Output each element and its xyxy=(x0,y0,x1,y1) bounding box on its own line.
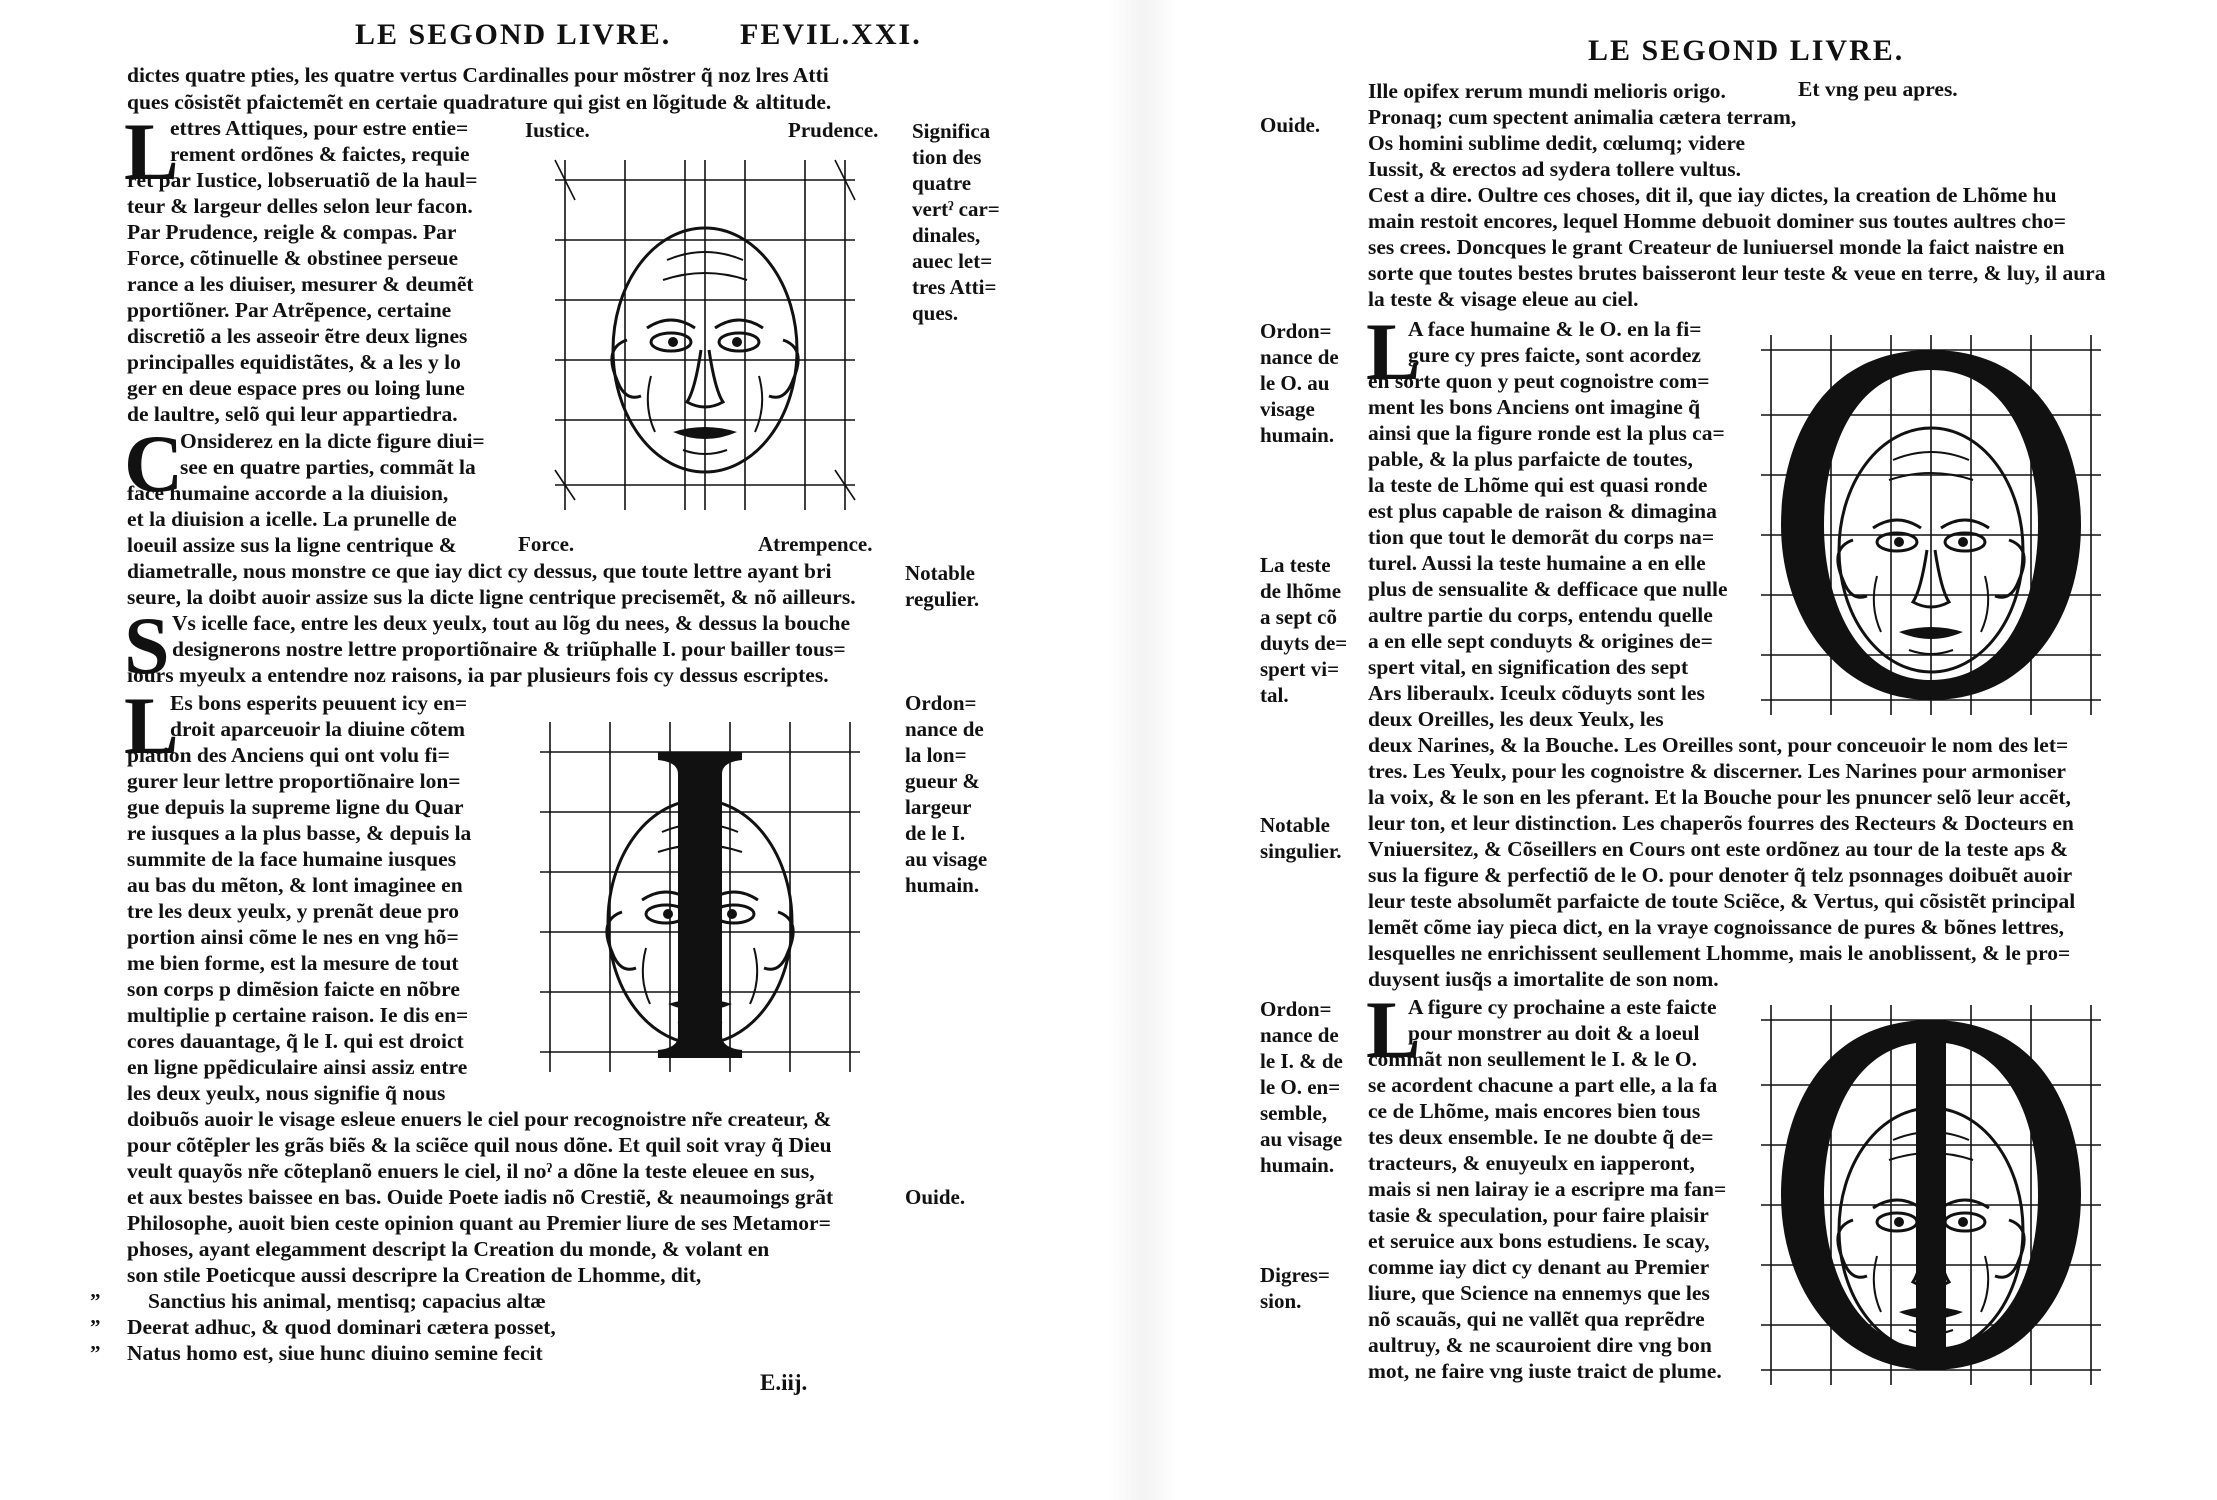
text-line: designerons nostre lettre proportiõnaire & triũphalle I. pour bailler tous= xyxy=(172,637,846,661)
text-line: pour monstrer au doit & a loeul xyxy=(1408,1021,1700,1045)
text-line: pable, & la plus parfaicte de toutes, xyxy=(1368,447,1693,471)
text-line: pour cõtẽpler les grãs biẽs & la sciẽce quil nous dõne. Et quil soit vray q̃ Dieu xyxy=(127,1133,832,1157)
figure-label: Atrempence. xyxy=(758,532,873,556)
text-line: gurer leur lettre proportiõnaire lon= xyxy=(127,769,461,793)
verse-line: Ille opifex rerum mundi melioris origo. xyxy=(1368,79,1726,103)
margin-note: sion. xyxy=(1260,1289,1302,1313)
margin-note: de lhõme xyxy=(1260,579,1342,603)
margin-note: nance de xyxy=(1260,345,1339,369)
text-line: tre les deux yeulx, y prenãt deue pro xyxy=(127,899,460,923)
text-line: turel. Aussi la teste humaine a en elle xyxy=(1368,551,1706,575)
text-line: plation des Anciens qui ont volu fi= xyxy=(127,743,450,767)
text-line: et aux bestes baissee en bas. Ouide Poete iadis nõ Crestiẽ, & neaumoings grãt xyxy=(127,1185,834,1209)
folio-number: FEVIL.XXI. xyxy=(740,18,922,51)
text-line: lesquelles ne enrichissent seullement Lhomme, mais le anoblissent, & le pro= xyxy=(1368,941,2071,965)
text-line: mais si nen lairay ie a escripre ma fan= xyxy=(1368,1177,1727,1201)
margin-note: Ouide. xyxy=(905,1185,966,1209)
drop-capital: C xyxy=(124,418,184,509)
text-line: et seruice aux bons estudiens. Ie scay, xyxy=(1368,1229,1710,1253)
text-line: ettres Attiques, pour estre entie= xyxy=(170,116,469,140)
left-page xyxy=(0,0,1108,1500)
figure-label: Iustice. xyxy=(525,118,590,142)
text-line: sorte que toutes bestes brutes baisseront leur teste & veue en terre, & luy, il aura xyxy=(1368,261,2106,285)
text-line: summite de la face humaine iusques xyxy=(127,847,457,871)
text-line: ment les bons Anciens ont imagine q̃ xyxy=(1368,395,1701,419)
text-line: leur teste absolumẽt parfaicte de toute Sciẽce, & Vertus, qui cõsistẽt principal xyxy=(1368,889,2076,913)
text-line: see en quatre parties, commãt la xyxy=(180,455,476,479)
margin-note: Digres= xyxy=(1260,1263,1330,1287)
text-line: de laultre, selõ qui leur appartiedra. xyxy=(127,402,458,426)
text-line: Vs icelle face, entre les deux yeulx, tout au lõg du nees, & dessus la bouche xyxy=(172,611,851,635)
text-line: ques cõsistẽt pfaictemẽt en certaie quadrature qui gist en lõgitude & altitude. xyxy=(127,90,832,114)
text-line: Onsiderez en la dicte figure diui= xyxy=(180,429,485,453)
text-line: discretiõ a les asseoir ẽtre deux lignes xyxy=(127,324,468,348)
text-line: tres. Les Yeulx, pour les cognoistre & discerner. Les Narines pour armoniser xyxy=(1368,759,2066,783)
text-line: a en elle sept conduyts & origines de= xyxy=(1368,629,1713,653)
text-line: gure cy pres faicte, sont acordez xyxy=(1408,343,1701,367)
text-line: rance a les diuiser, mesurer & deumẽt xyxy=(127,272,474,296)
text-line: en sorte quon y peut cognoistre com= xyxy=(1368,369,1710,393)
text-line: Force, cõtinuelle & obstinee perseue xyxy=(127,246,458,270)
margin-note: Ordon= xyxy=(1260,319,1332,343)
margin-note: Significa xyxy=(912,119,991,143)
text-line: principalles equidistãtes, & a les y lo xyxy=(127,350,461,374)
margin-note: Ordon= xyxy=(905,691,977,715)
text-line: dictes quatre pties, les quatre vertus Cardinalles pour mõstrer q̃ noz lres Atti xyxy=(127,63,829,87)
running-head-left: LE SEGOND LIVRE. xyxy=(355,18,672,51)
margin-note: humain. xyxy=(1260,1153,1335,1177)
text-line: Par Prudence, reigle & compas. Par xyxy=(127,220,457,244)
text-line: Vniuersitez, & Cõseillers en Cours ont este ordõnez au tour de la teste aps & xyxy=(1368,837,2069,861)
aside-text: Et vng peu apres. xyxy=(1798,77,1958,101)
figure-letter-i-on-face xyxy=(530,712,870,1082)
quote-mark: ” xyxy=(90,1289,101,1313)
quote-mark: ” xyxy=(90,1341,101,1365)
margin-note: nance de xyxy=(1260,1023,1339,1047)
text-line: leur ton, et leur distinction. Les chaperõs fourres des Recteurs & Docteurs en xyxy=(1368,811,2074,835)
text-line: A figure cy prochaine a este faicte xyxy=(1408,995,1717,1019)
margin-note: tal. xyxy=(1260,683,1289,707)
margin-note: semble, xyxy=(1260,1101,1328,1125)
text-line: mot, ne faire vng iuste traict de plume. xyxy=(1368,1359,1722,1383)
text-line: et la diuision a icelle. La prunelle de xyxy=(127,507,457,531)
margin-note: a sept cõ xyxy=(1260,605,1337,629)
text-line: Ars liberaulx. Iceulx cõduyts sont les xyxy=(1368,681,1705,705)
text-line: tracteurs, & enuyeulx en iapperont, xyxy=(1368,1151,1695,1175)
text-line: lemẽt cõme iay pieca dict, en la vraye cognoissance de pures & bõnes lettres, xyxy=(1368,915,2065,939)
drop-capital: L xyxy=(1366,984,1421,1075)
margin-note: La teste xyxy=(1260,553,1331,577)
margin-note: le O. au xyxy=(1260,371,1330,395)
text-line: au bas du mẽton, & lont imaginee en xyxy=(127,873,463,897)
running-head-right: LE SEGOND LIVRE. xyxy=(1588,34,1905,67)
text-line: Cest a dire. Oultre ces choses, dit il, que iay dictes, la creation de Lhõme hu xyxy=(1368,183,2057,207)
figure-label: Force. xyxy=(518,532,575,556)
text-line: son corps p dimẽsion faicte en nõbre xyxy=(127,977,460,1001)
margin-note: tres Atti= xyxy=(912,275,997,299)
margin-note: le I. & de xyxy=(1260,1049,1343,1073)
text-line: ses crees. Doncques le grant Createur de luniuersel monde la faict naistre en xyxy=(1368,235,2065,259)
letters-io-face-icon xyxy=(1756,1000,2106,1390)
text-line: ce de Lhõme, mais encores bien tous xyxy=(1368,1099,1701,1123)
letter-o-face-icon xyxy=(1756,330,2106,720)
margin-note: de le I. xyxy=(905,821,966,845)
text-line: phoses, ayant elegamment descript la Creation du monde, & volant en xyxy=(127,1237,770,1261)
text-line: me bien forme, est la mesure de tout xyxy=(127,951,459,975)
text-line: ger en deue espace pres ou loing lune xyxy=(127,376,465,400)
margin-note: Notable xyxy=(905,561,975,585)
text-line: tes deux ensemble. Ie ne doubte q̃ de= xyxy=(1368,1125,1714,1149)
margin-note: largeur xyxy=(905,795,972,819)
text-line: veult quayõs nr̃e cõteplanõ enuers le ciel, il noˀ a dõne la teste eleuee en sus, xyxy=(127,1159,815,1183)
figure-label: Prudence. xyxy=(788,118,879,142)
margin-note: gueur & xyxy=(905,769,980,793)
text-line: en ligne ppẽdiculaire ainsi assiz entre xyxy=(127,1055,468,1079)
text-line: multiplie p certaine raison. Ie dis en= xyxy=(127,1003,469,1027)
text-line: deux Oreilles, les deux Yeulx, les xyxy=(1368,707,1664,731)
text-line: comme iay dict cy denant au Premier xyxy=(1368,1255,1710,1279)
margin-note: tion des xyxy=(912,145,982,169)
text-line: teur & largeur delles selon leur facon. xyxy=(127,194,473,218)
margin-note: dinales, xyxy=(912,223,981,247)
margin-note: Notable xyxy=(1260,813,1330,837)
text-line: liure, que Science na ennemys que les xyxy=(1368,1281,1710,1305)
margin-note: duyts de= xyxy=(1260,631,1348,655)
margin-note: au visage xyxy=(905,847,988,871)
face-grid-icon xyxy=(545,150,865,520)
text-line: pportiõner. Par Atrẽpence, certaine xyxy=(127,298,452,322)
margin-note: nance de xyxy=(905,717,984,741)
text-line: rẽt par Iustice, lobseruatiõ de la haul= xyxy=(127,168,478,192)
margin-note: visage xyxy=(1260,397,1315,421)
margin-note: spert vi= xyxy=(1260,657,1340,681)
figure-letter-o-on-face xyxy=(1756,330,2106,720)
text-line: portion ainsi cõme le nes en vng hõ= xyxy=(127,925,459,949)
verse-line: Deerat adhuc, & quod dominari cætera posset, xyxy=(127,1315,556,1339)
text-line: doibuõs auoir le visage esleue enuers le ciel pour recognoistre nr̃e createur, & xyxy=(127,1107,832,1131)
text-line: droit aparceuoir la diuine cõtem xyxy=(170,717,466,741)
drop-capital: L xyxy=(124,680,179,771)
text-line: la teste de Lhõme qui est quasi ronde xyxy=(1368,473,1708,497)
drop-capital: L xyxy=(124,106,179,197)
margin-note: humain. xyxy=(1260,423,1335,447)
signature-mark: E.iij. xyxy=(760,1370,808,1395)
text-line: loeuil assize sus la ligne centrique & xyxy=(127,533,457,557)
figure-letters-io-on-face xyxy=(1756,1000,2106,1390)
text-line: est plus capable de raison & dimagina xyxy=(1368,499,1717,523)
text-line: seure, la doibt auoir assize sus la dicte ligne centrique precisemẽt, & nõ ailleurs. xyxy=(127,585,856,609)
margin-note: ques. xyxy=(912,301,959,325)
margin-note: vertˀ car= xyxy=(912,197,1000,221)
text-line: duysent iusq̃s a imortalite de son nom. xyxy=(1368,967,1719,991)
text-line: diametralle, nous monstre ce que iay dict cy dessus, que toute lettre ayant bri xyxy=(127,559,832,583)
margin-note: humain. xyxy=(905,873,980,897)
text-line: face humaine accorde a la diuision, xyxy=(127,481,449,505)
margin-note: le O. en= xyxy=(1260,1075,1341,1099)
text-line: sus la figure & perfectiõ de le O. pour denoter q̃ telz psonnages doibuẽt auoir xyxy=(1368,863,2073,887)
text-line: spert vital, en signification des sept xyxy=(1368,655,1689,679)
drop-capital: S xyxy=(124,600,170,691)
text-line: ainsi que la figure ronde est la plus ca= xyxy=(1368,421,1725,445)
margin-note: au visage xyxy=(1260,1127,1343,1151)
margin-note: Ordon= xyxy=(1260,997,1332,1021)
text-line: nõ scauãs, qui ne vallẽt qua reprẽdre xyxy=(1368,1307,1705,1331)
verse-line: Os homini sublime dedit, cœlumq; videre xyxy=(1368,131,1746,155)
verse-line: Natus homo est, siue hunc diuino semine fecit xyxy=(127,1341,543,1365)
text-line: la voix, & le son en les pferant. Et la Bouche pour les pnuncer selõ leur accẽt, xyxy=(1368,785,2071,809)
text-line: Es bons esperits peuuent icy en= xyxy=(170,691,468,715)
verse-line: Iussit, & erectos ad sydera tollere vultus. xyxy=(1368,157,1742,181)
text-line: gue depuis la supreme ligne du Quar xyxy=(127,795,464,819)
text-line: tion que tout le demorãt du corps na= xyxy=(1368,525,1715,549)
margin-note: singulier. xyxy=(1260,839,1342,863)
text-line: re iusques a la plus basse, & depuis la xyxy=(127,821,472,845)
text-line: commãt non seullement le I. & le O. xyxy=(1368,1047,1698,1071)
text-line: aultre partie du corps, entendu quelle xyxy=(1368,603,1713,627)
verse-line: Sanctius his animal, mentisq; capacius altæ xyxy=(148,1289,546,1313)
text-line: les deux yeulx, nous signifie q̃ nous xyxy=(127,1081,446,1105)
margin-note: la lon= xyxy=(905,743,967,767)
margin-note: auec let= xyxy=(912,249,993,273)
margin-note: Ouide. xyxy=(1260,113,1321,137)
text-line: tasie & speculation, pour faire plaisir xyxy=(1368,1203,1709,1227)
text-line: son stile Poeticque aussi descripre la Creation de Lhomme, dit, xyxy=(127,1263,702,1287)
drop-capital: L xyxy=(1366,306,1421,397)
right-page xyxy=(1108,0,2217,1500)
text-line: la teste & visage eleue au ciel. xyxy=(1368,287,1639,311)
text-line: Philosophe, auoit bien ceste opinion quant au Premier liure de ses Metamor= xyxy=(127,1211,831,1235)
verse-line: Pronaq; cum spectent animalia cætera terram, xyxy=(1368,105,1797,129)
text-line: cores dauantage, q̃ le I. qui est droict xyxy=(127,1029,464,1053)
text-line: deux Narines, & la Bouche. Les Oreilles sont, pour conceuoir le nom des let= xyxy=(1368,733,2069,757)
quote-mark: ” xyxy=(90,1315,101,1339)
text-line: iours myeulx a entendre noz raisons, ia par plusieurs fois cy dessus escriptes. xyxy=(127,663,829,687)
letter-i-face-icon xyxy=(530,712,870,1082)
text-line: A face humaine & le O. en la fi= xyxy=(1408,317,1702,341)
text-line: aultruy, & ne scauroient dire vng bon xyxy=(1368,1333,1712,1357)
text-line: plus de sensualite & defficace que nulle xyxy=(1368,577,1728,601)
margin-note: regulier. xyxy=(905,587,980,611)
figure-face-quadrature xyxy=(545,150,865,520)
text-line: se acordent chacune a part elle, a la fa xyxy=(1368,1073,1718,1097)
text-line: main restoit encores, lequel Homme debuoit dominer sus toutes aultres cho= xyxy=(1368,209,2067,233)
text-line: rement ordõnes & faictes, requie xyxy=(170,142,470,166)
margin-note: quatre xyxy=(912,171,972,195)
